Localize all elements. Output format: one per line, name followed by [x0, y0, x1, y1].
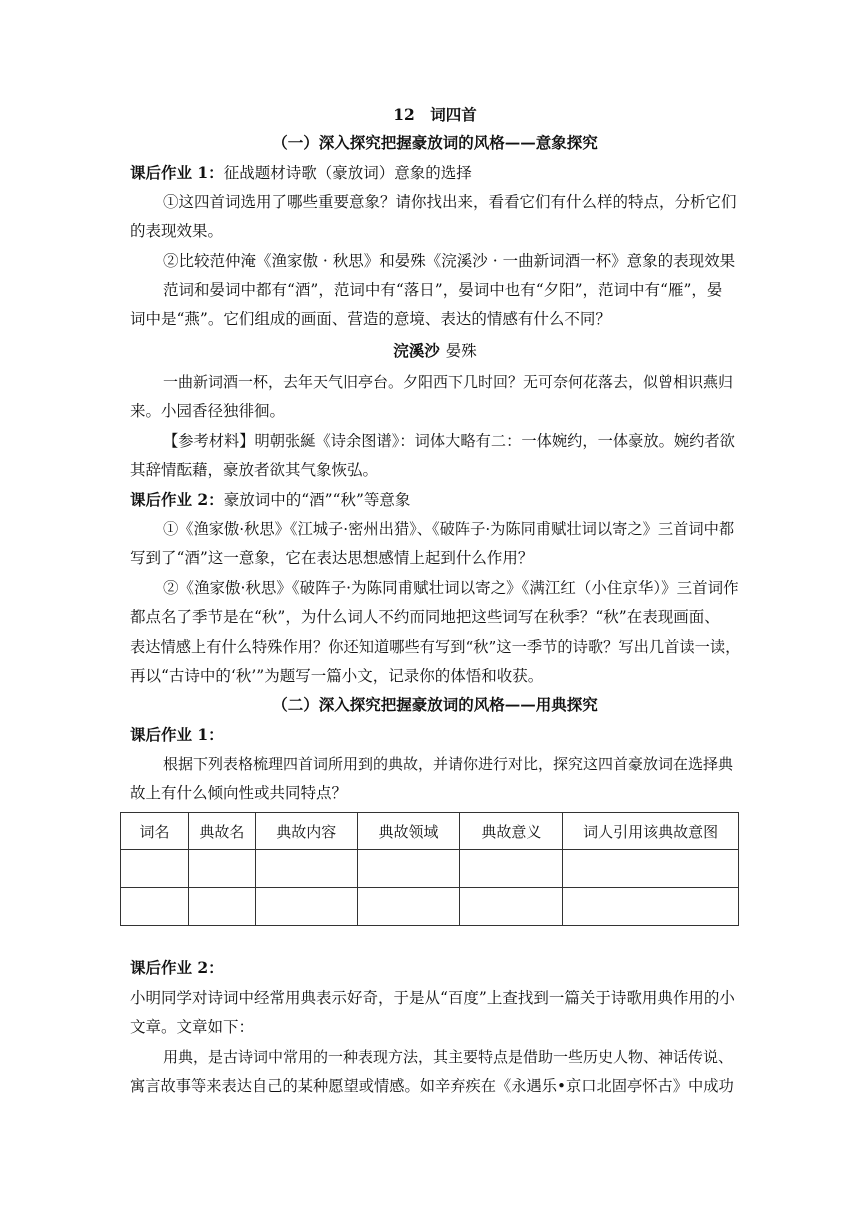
table-header-cell: 典故领域 [357, 813, 460, 850]
s1-hw2-q2-line1: ②《渔家傲·秋思》《破阵子·为陈同甫赋壮词以寄之》《满江红（小住京华）》三首词作 [163, 579, 739, 597]
s1-hw2-q2-line3: 表达情感上有什么特殊作用？你还知道哪些有写到“秋”这一季节的诗歌？写出几首读一读， [130, 638, 741, 656]
s1-hw1-q1-line1: ①这四首词选用了哪些重要意象？请你找出来，看看它们有什么样的特点，分析它们 [163, 193, 737, 211]
poem-title: 浣溪沙 [393, 341, 440, 360]
table-row [121, 888, 739, 926]
s1-hw1-text: 征战题材诗歌（豪放词）意象的选择 [223, 164, 472, 182]
poem-line1: 一曲新词酒一杯，去年天气旧亭台。夕阳西下几时回？无可奈何花落去，似曾相识燕归 [163, 373, 734, 391]
reference-line2: 其辞情酝藉，豪放者欲其气象恢弘。 [130, 461, 379, 479]
poem-line2: 来。小园香径独徘徊。 [130, 402, 286, 420]
table-header-row [121, 813, 739, 850]
s2-hw2-intro-line1: 小明同学对诗词中经常用典表示好奇，于是从“百度”上查找到一篇关于诗歌用典作用的小 [130, 989, 735, 1007]
s2-hw1-desc-line1: 根据下列表格梳理四首词所用到的典故，并请你进行对比，探究这四首豪放词在选择典 [163, 755, 734, 773]
section1-heading: （一）深入探究把握豪放词的风格——意象探究 [272, 133, 598, 152]
table-cell[interactable] [121, 850, 189, 888]
s2-hw2-article-line2: 寓言故事等来表达自己的某种愿望或情感。如辛弃疾在《永遇乐•京口北固亭怀古》中成功 [130, 1077, 734, 1095]
poem-title-line [130, 340, 740, 362]
s1-hw1-line [130, 162, 740, 184]
s1-hw1-q2-detail-line2: 词中是“燕”。它们组成的画面、营造的意境、表达的情感有什么不同？ [130, 310, 611, 328]
s1-hw2-line [130, 489, 740, 511]
table-cell[interactable] [188, 850, 255, 888]
table-cell[interactable] [563, 888, 739, 926]
table-cell[interactable] [563, 850, 739, 888]
s1-hw2-q2-line2: 都点名了季节是在“秋”，为什么词人不约而同地把这些词写在秋季？“秋”在表现画面、 [130, 608, 720, 626]
s1-hw1-label: 课后作业 1： [130, 163, 224, 182]
table-header-cell: 词人引用该典故意图 [563, 813, 739, 850]
s1-hw1-q1-line2: 的表现效果。 [130, 222, 224, 240]
table-row [121, 850, 739, 888]
table-cell[interactable] [121, 888, 189, 926]
s1-hw2-q1-line2: 写到了“酒”这一意象，它在表达思想感情上起到什么作用？ [130, 549, 534, 567]
s1-hw2-text: 豪放词中的“酒”“秋”等意象 [223, 491, 411, 509]
table-cell[interactable] [460, 850, 563, 888]
s2-hw1-label: 课后作业 1： [130, 725, 224, 744]
table-cell[interactable] [357, 888, 460, 926]
table-header-cell: 词名 [121, 813, 189, 850]
table-cell[interactable] [188, 888, 255, 926]
table-cell[interactable] [357, 850, 460, 888]
table-header-cell: 典故名 [188, 813, 255, 850]
table-cell[interactable] [255, 888, 357, 926]
s2-hw2-article-line1: 用典，是古诗词中常用的一种表现方法，其主要特点是借助一些历史人物、神话传说、 [163, 1048, 734, 1066]
section2-heading: （二）深入探究把握豪放词的风格——用典探究 [272, 695, 598, 714]
s1-hw1-q2: ②比较范仲淹《渔家傲 · 秋思》和晏殊《浣溪沙 · 一曲新词酒一杯》意象的表现效果 [163, 252, 736, 270]
s1-hw2-label: 课后作业 2： [130, 490, 224, 509]
s2-hw2-intro-line2: 文章。文章如下： [130, 1018, 255, 1036]
table-cell[interactable] [460, 888, 563, 926]
table-header-cell: 典故内容 [255, 813, 357, 850]
poem-author: 晏殊 [445, 342, 477, 360]
table-cell[interactable] [255, 850, 357, 888]
reference-line1: 【参考材料】明朝张綖《诗余图谱》：词体大略有二：一体婉约，一体豪放。婉约者欲 [163, 432, 735, 450]
s1-hw2-q1-line1: ①《渔家傲·秋思》《江城子·密州出猎》、《破阵子·为陈同甫赋壮词以寄之》三首词中都 [163, 520, 735, 538]
s2-hw1-desc-line2: 故上有什么倾向性或共同特点？ [130, 784, 348, 802]
page-title: 12 词四首 [393, 105, 477, 124]
allusion-table [120, 812, 739, 926]
s1-hw2-q2-line4: 再以“古诗中的‘秋’”为题写一篇小文，记录你的体悟和收获。 [130, 667, 544, 685]
s2-hw2-label: 课后作业 2： [130, 958, 224, 977]
s1-hw1-q2-detail-line1: 范词和晏词中都有“酒”，范词中有“落日”，晏词中也有“夕阳”，范词中有“雁”，晏 [163, 281, 723, 299]
table-header-cell: 典故意义 [460, 813, 563, 850]
